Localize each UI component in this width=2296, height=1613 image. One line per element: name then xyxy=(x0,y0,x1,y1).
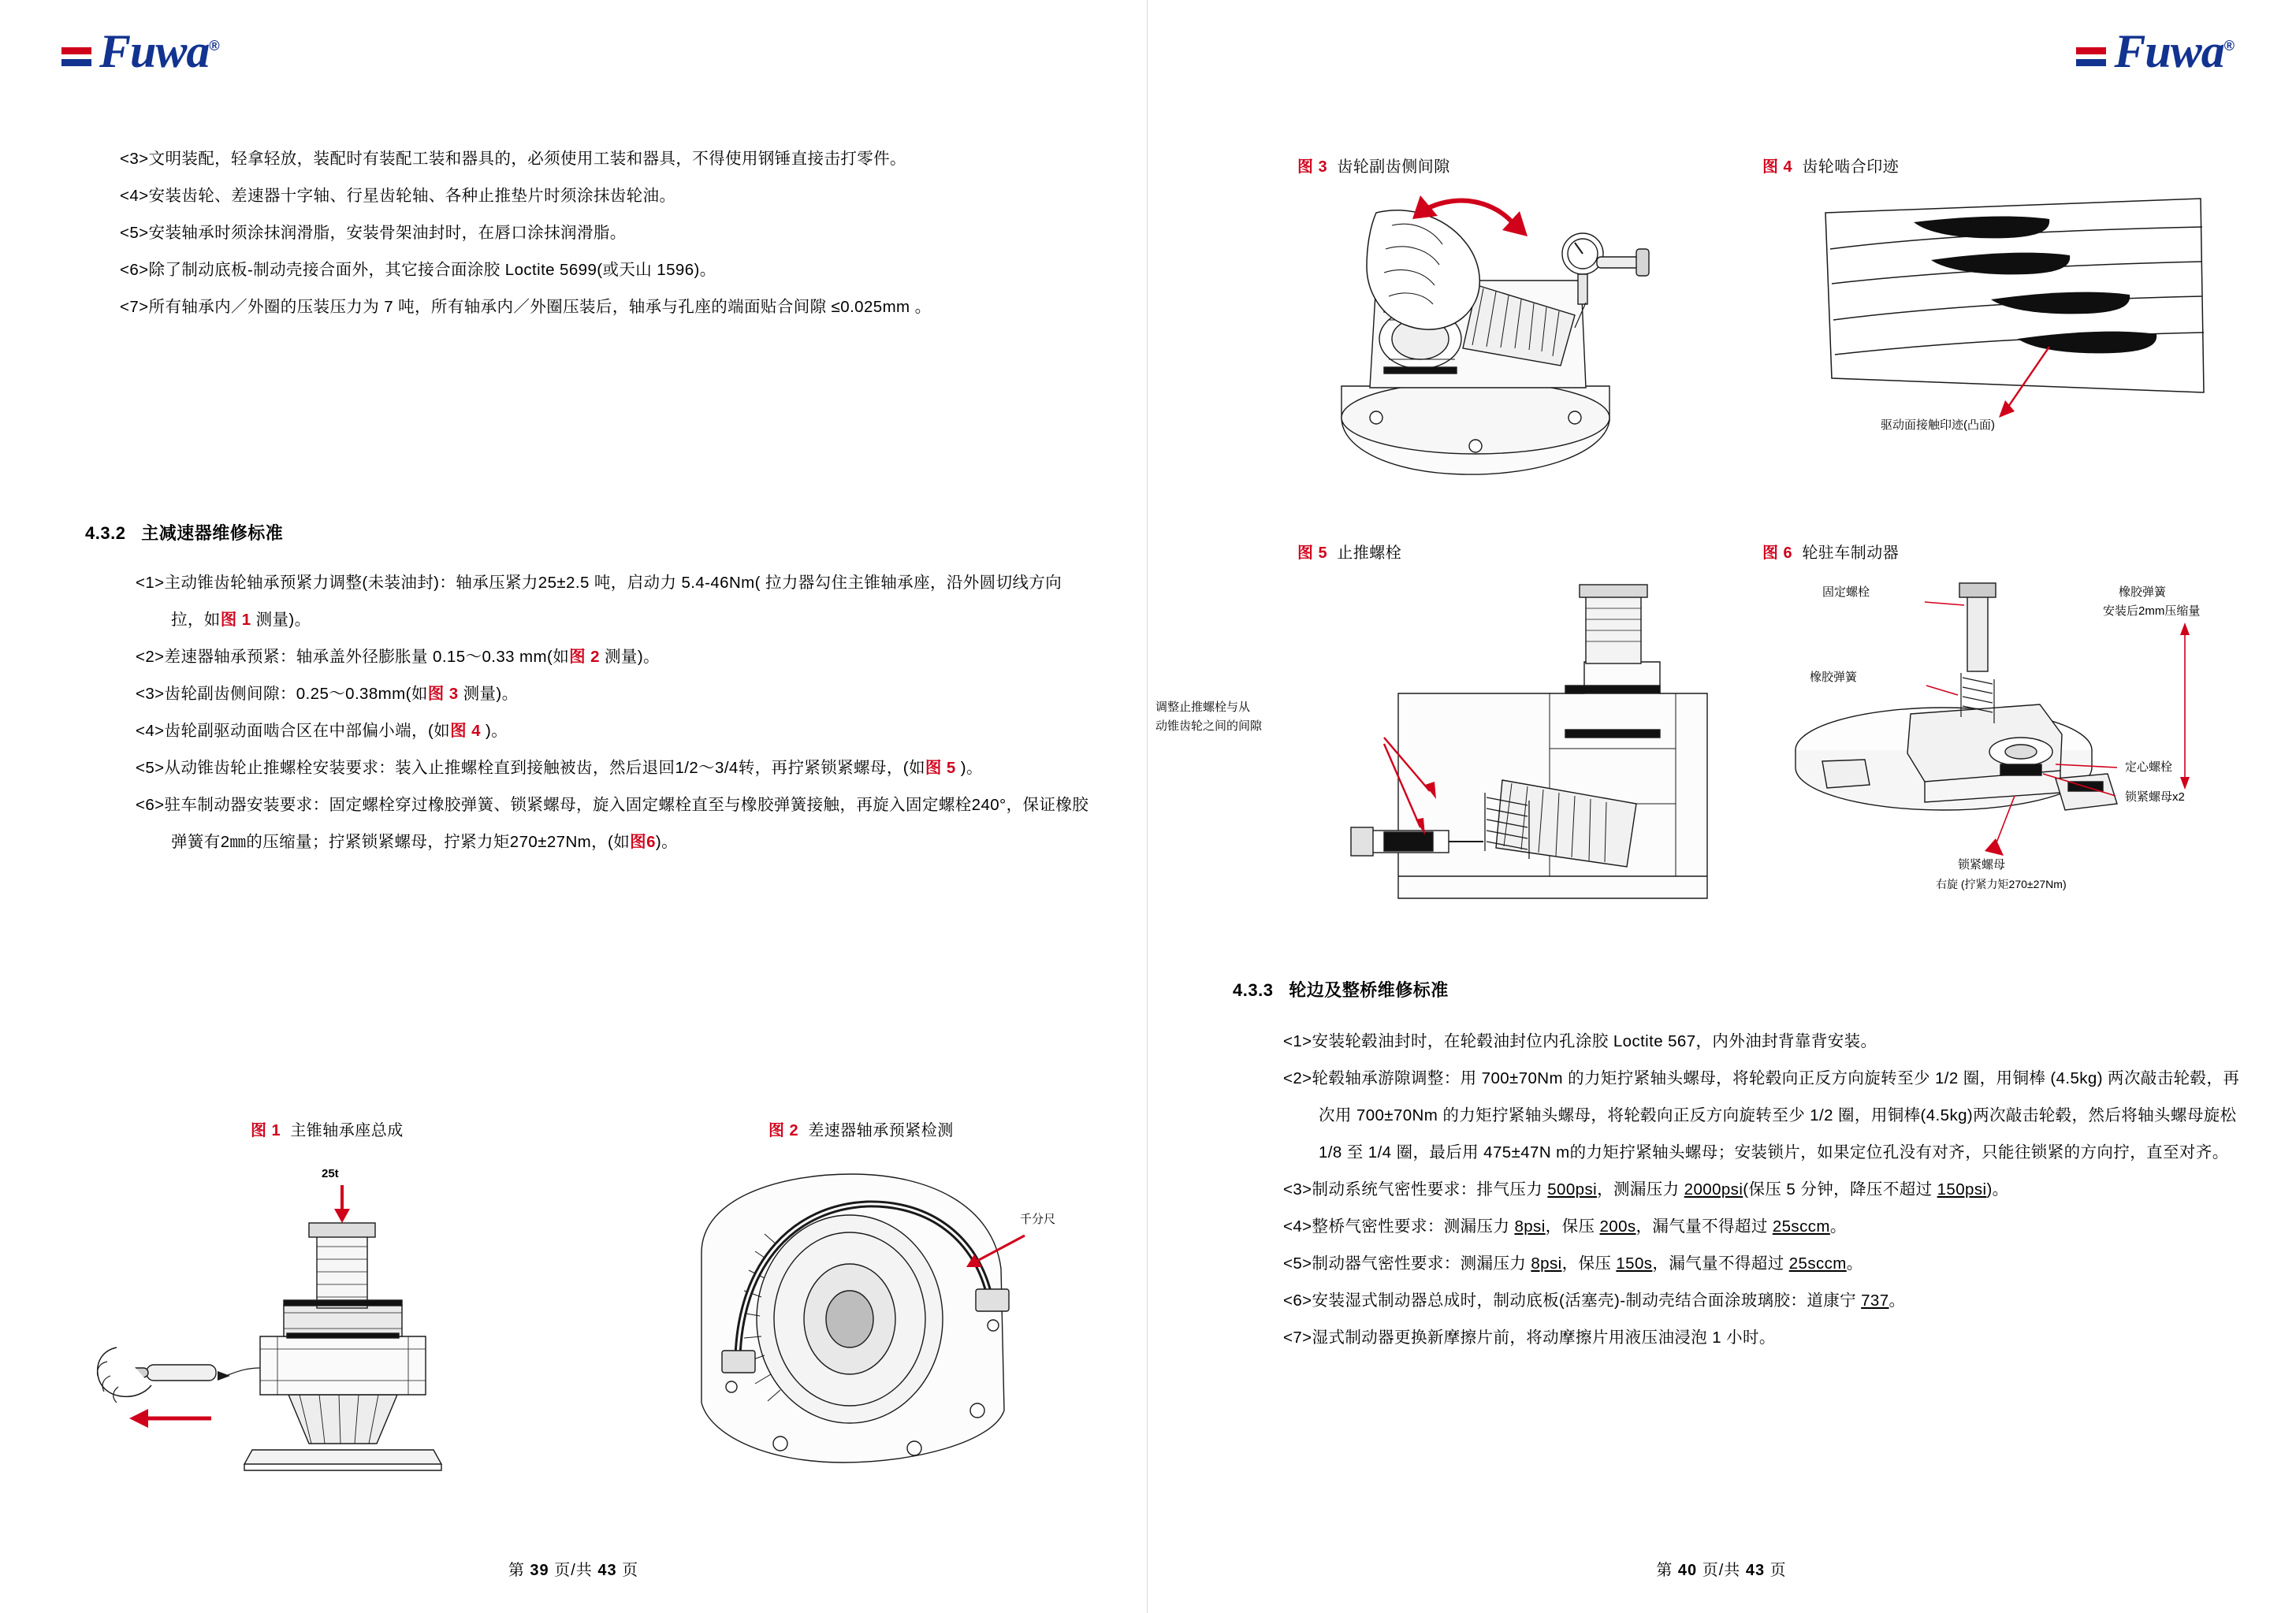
footer-mid-right: 页/共 xyxy=(1702,1562,1741,1579)
footer-prefix: 第 xyxy=(508,1562,525,1579)
figure-4-caption xyxy=(1762,154,1899,177)
gear-backlash-measurement-drawing xyxy=(1266,181,1723,496)
figure-6-label-compression: 安装后2mm压缩量 xyxy=(2103,604,2201,618)
figure-3-illustration xyxy=(1266,181,1723,496)
footer-total-pages-right: 43 xyxy=(1745,1562,1766,1579)
section-number: 4.3.2 xyxy=(85,523,126,543)
item-5: <5>从动锥齿轮止推螺栓安装要求：装入止推螺栓直到接触被齿，然后退回1/2～3/4转，再拧紧锁紧螺母，(如图 5 )。 xyxy=(136,759,983,777)
right-item-6: <6>安装湿式制动器总成时，制动底板(活塞壳)-制动壳结合面涂玻璃胶：道康宁 737。 xyxy=(1283,1292,1906,1310)
figure-2-illustration xyxy=(583,1150,1088,1481)
figure-3-title: 齿轮副齿侧间隙 xyxy=(1337,158,1450,176)
right-item-7: <7>湿式制动器更换新摩擦片前，将动摩擦片用液压油浸泡 1 小时。 xyxy=(1283,1329,1776,1347)
right-item-1: <1>安装轮毂油封时，在轮毂油封位内孔涂胶 Loctite 567，内外油封背靠背安装。 xyxy=(1283,1032,1877,1050)
fuwa-logo-right xyxy=(2076,25,2234,77)
figure-6-label-fixing-bolt: 固定螺栓 xyxy=(1822,585,1870,599)
figure-1-label-25t: 25t xyxy=(322,1167,339,1180)
left-intro-paragraphs xyxy=(120,140,1089,325)
section-heading-432 xyxy=(85,520,283,544)
right-item-2: <2>轮毂轴承游隙调整：用 700±70Nm 的力矩拧紧轴头螺母，将轮毂向正反方向旋转至少 1/2 圈，用铜棒 (4.5kg) 两次敲击轮毂，再次用 700±70Nm 的力矩拧紧轴头螺母，将轮毂向正反方向旋转至少 1/2 圈，用铜棒(4.5kg)两次敲击轮毂，然后将轴头螺母旋松 1/8 至 1/4 圈，最后用 475±47N m的力矩拧紧轴头螺母；安装锁片，如果定位孔没有对齐，只能往锁紧的方向拧，直至对齐。 xyxy=(1283,1069,2240,1161)
right-item-list xyxy=(1283,1023,2241,1356)
figure-6-label-torque: 右旋 (拧紧力矩270±27Nm) xyxy=(1936,878,2067,890)
logo-registered-mark: ® xyxy=(209,38,219,54)
right-item-5: <5>制动器气密性要求：测漏压力 8psi，保压 150s，漏气量不得超过 25sccm。 xyxy=(1283,1254,1863,1273)
paragraph-5: <5>安装轴承时须涂抹润滑脂，安装骨架油封时，在唇口涂抹润滑脂。 xyxy=(120,224,627,242)
left-item-list xyxy=(136,564,1093,860)
paragraph-4: <4>安装齿轮、差速器十字轴、行星齿轮轴、各种止推垫片时须涂抹齿轮油。 xyxy=(120,187,676,205)
figure-1-title: 主锥轴承座总成 xyxy=(290,1122,404,1139)
footer-total-pages: 43 xyxy=(597,1562,617,1579)
figure-6-label-rubber-spring-2: 橡胶弹簧 xyxy=(2119,585,2167,599)
logo-text xyxy=(99,25,219,77)
section-title-right: 轮边及整桥维修标准 xyxy=(1289,980,1449,1000)
logo-wordmark-right: Fuwa xyxy=(2114,25,2224,77)
figure-1-illustration xyxy=(95,1150,575,1481)
footer-suffix-right: 页 xyxy=(1769,1562,1787,1579)
footer-page-number-right: 40 xyxy=(1677,1562,1698,1579)
bevel-pinion-bearing-assembly-drawing xyxy=(95,1150,575,1481)
figure-4-number: 图 4 xyxy=(1762,158,1793,176)
figure-2-label-micrometer: 千分尺 xyxy=(1020,1213,1056,1226)
figure-2-title: 差速器轴承预紧检测 xyxy=(808,1122,954,1139)
item-4: <4>齿轮副驱动面啮合区在中部偏小端，(如图 4 )。 xyxy=(136,722,508,740)
logo-text-right xyxy=(2114,25,2234,77)
figure-3-number: 图 3 xyxy=(1297,158,1328,176)
item-2: <2>差速器轴承预紧：轴承盖外径膨胀量 0.15～0.33 mm(如图 2 测量)。 xyxy=(136,648,660,666)
paragraph-6: <6>除了制动底板-制动壳接合面外，其它接合面涂胶 Loctite 5699(或天山 1596)。 xyxy=(120,261,716,279)
figure-5-illustration xyxy=(1155,567,1739,930)
figure-6-title: 轮驻车制动器 xyxy=(1802,544,1900,562)
fuwa-logo xyxy=(61,25,219,77)
figure-5-caption xyxy=(1297,540,1401,563)
section-number-right: 4.3.3 xyxy=(1233,980,1274,1000)
figure-6-label-locknut: 锁紧螺母 xyxy=(1958,858,2006,872)
figure-3-caption xyxy=(1297,154,1450,177)
figure-1-caption xyxy=(251,1117,404,1140)
figure-6-label-locknut-x2: 锁紧螺母x2 xyxy=(2125,790,2185,804)
footer-page-number: 39 xyxy=(530,1562,549,1579)
right-item-3: <3>制动系统气密性要求：排气压力 500psi，测漏压力 2000psi(保压 5 分钟，降压不超过 150psi)。 xyxy=(1283,1180,2009,1199)
paragraph-7: <7>所有轴承内／外圈的压装压力为 7 吨，所有轴承内／外圈压装后，轴承与孔座的端面贴合间隙 ≤0.025mm 。 xyxy=(120,298,932,316)
figure-5-label-line1: 调整止推螺栓与从 xyxy=(1155,701,1251,714)
logo-bars-icon xyxy=(61,45,91,75)
section-title: 主减速器维修标准 xyxy=(141,523,284,543)
figure-4-title: 齿轮啮合印迹 xyxy=(1802,158,1900,176)
figure-6-label-centering-bolt: 定心螺栓 xyxy=(2125,760,2173,774)
footer-left xyxy=(0,1557,1147,1580)
figure-6-label-rubber-spring: 橡胶弹簧 xyxy=(1810,671,1858,684)
differential-bearing-preload-check-drawing xyxy=(583,1150,1088,1481)
figure-5-title: 止推螺栓 xyxy=(1337,544,1402,562)
item-6: <6>驻车制动器安装要求：固定螺栓穿过橡胶弹簧、锁紧螺母，旋入固定螺栓直至与橡胶弹簧接触，再旋入固定螺栓240°，保证橡胶弹簧有2㎜的压缩量；拧紧锁紧螺母，拧紧力矩270±27Nm，(如图6)。 xyxy=(136,796,1089,851)
figure-6-caption xyxy=(1762,540,1899,563)
figure-6-illustration xyxy=(1747,567,2251,938)
figure-5-number: 图 5 xyxy=(1297,544,1328,562)
figure-5-label-line2: 动锥齿轮之间的间隙 xyxy=(1155,719,1263,733)
right-item-4: <4>整桥气密性要求：测漏压力 8psi，保压 200s，漏气量不得超过 25sccm。 xyxy=(1283,1217,1847,1236)
logo-registered-mark-right: ® xyxy=(2223,38,2234,54)
figure-4-label-drive-contact: 驱动面接触印迹(凸面) xyxy=(1881,418,1995,432)
footer-prefix-right: 第 xyxy=(1656,1562,1673,1579)
footer-right xyxy=(1148,1557,2295,1580)
paragraph-3: <3>文明装配，轻拿轻放，装配时有装配工装和器具的，必须使用工装和器具，不得使用钢锤直接击打零件。 xyxy=(120,150,906,168)
figure-4-illustration xyxy=(1731,181,2220,496)
page-right xyxy=(1148,0,2295,1613)
section-heading-433 xyxy=(1233,977,1449,1002)
footer-mid: 页/共 xyxy=(554,1562,593,1579)
logo-wordmark: Fuwa xyxy=(99,25,210,77)
figure-2-number: 图 2 xyxy=(768,1122,799,1139)
logo-bars-icon-right xyxy=(2076,45,2106,75)
figure-6-number: 图 6 xyxy=(1762,544,1793,562)
figure-1-number: 图 1 xyxy=(251,1122,281,1139)
item-3: <3>齿轮副齿侧间隙：0.25～0.38mm(如图 3 测量)。 xyxy=(136,685,519,703)
figure-2-caption xyxy=(768,1117,954,1140)
thrust-bolt-section-drawing xyxy=(1266,567,1739,930)
footer-suffix: 页 xyxy=(622,1562,639,1579)
gear-contact-pattern-drawing xyxy=(1731,181,2220,496)
item-1: <1>主动锥齿轮轴承预紧力调整(未装油封)：轴承压紧力25±2.5 吨，启动力 5.4-46Nm( 拉力器勾住主锥轴承座，沿外圆切线方向拉，如图 1 测量)。 xyxy=(136,574,1062,629)
